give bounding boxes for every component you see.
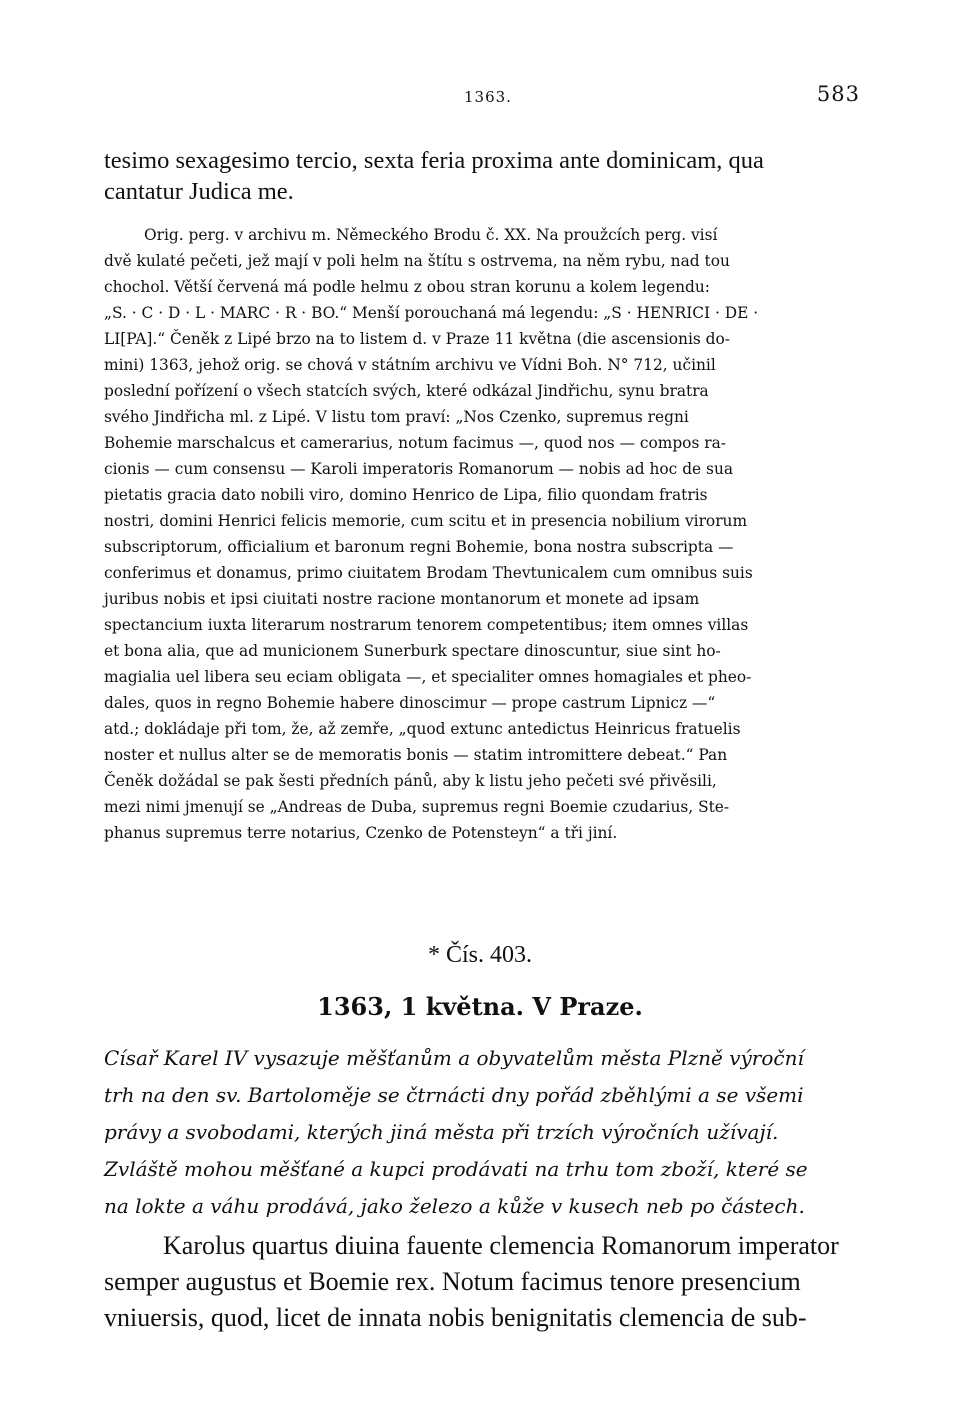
note-line: et bona alia, que ad municionem Sunerburk spectare dinoscuntur, siue sint ho- [104,642,721,660]
document-number: * Čís. 403. [427,942,532,968]
editorial-note [104,222,864,846]
note-line: nostri, domini Henrici felicis memorie, cum scitu et in presencia nobilium virorum [104,512,748,530]
document-summary [104,1040,864,1225]
note-line: cionis — cum consensu — Karoli imperatoris Romanorum — nobis ad hoc de sua [104,460,734,478]
note-line: spectancium iuxta literarum nostrarum tenorem competentibus; item omnes villas [104,616,749,634]
note-line: chochol. Větší červená má podle helmu z obou stran korunu a kolem legendu: [104,278,710,296]
page-number: 583 [816,82,860,106]
note-line: atd.; dokládaje při tom, že, až zemře, „quod extunc antedictus Heinricus fratuelis [104,720,741,738]
note-line: mini) 1363, jehož orig. se chová v státním archivu ve Vídni Boh. N° 712, učinil [104,356,716,374]
note-line: Orig. perg. v archivu m. Německého Brodu č. XX. Na proužcích perg. visí [144,226,718,244]
note-line: subscriptorum, officialium et baronum regni Bohemie, bona nostra subscripta — [104,538,734,556]
note-line: dvě kulaté pečeti, jež mají v poli helm na štítu s ostrvema, na něm rybu, nad tou [104,252,730,270]
page-header [104,82,860,112]
summary-line: na lokte a váhu prodává, jako železo a kůže v kusech neb po částech. [104,1194,805,1218]
note-line: svého Jindřicha ml. z Lipé. V listu tom praví: „Nos Czenko, supremus regni [104,408,689,426]
note-line: Bohemie marschalcus et camerarius, notum facimus —, quod nos — compos ra- [104,434,726,452]
text-line: cantatur Judica me. [104,178,294,205]
text-line: vniuersis, quod, licet de innata nobis benignitatis clemencia de sub- [104,1303,807,1332]
note-line: pietatis gracia dato nobili viro, domino Henrico de Lipa, filio quondam fratris [104,486,708,504]
document-date: 1363, 1 května. V Praze. [317,992,643,1021]
continued-text [104,145,864,207]
text-line: tesimo sexagesimo tercio, sexta feria proxima ante dominicam, qua [104,147,764,174]
note-line: poslední pořízení o všech statcích svých, které odkázal Jindřichu, synu bratra [104,382,709,400]
note-line: magialia uel libera seu eciam obligata —, et specialiter omnes homagiales et pheo- [104,668,752,686]
note-line: „S. · C · D · L · MARC · R · BO.“ Menší porouchaná má legendu: „S · HENRICI · DE · [104,304,759,322]
note-line: LI[PA].“ Čeněk z Lipé brzo na to listem d. v Praze 11 května (die ascensionis do- [104,330,730,348]
summary-line: právy a svobodami, kterých jiná města při trzích výročních užívají. [104,1120,779,1144]
note-line: noster et nullus alter se de memoratis bonis — statim intromittere debeat.“ Pan [104,746,728,764]
charter-text [104,1228,864,1336]
summary-line: Císař Karel IV vysazuje měšťanům a obyvatelům města Plzně výroční [104,1046,804,1070]
summary-line: trh na den sv. Bartoloměje se čtrnácti dny pořád zběhlými a se všemi [104,1083,804,1107]
note-line: dales, quos in regno Bohemie habere dinoscimur — prope castrum Lipnicz —“ [104,694,716,712]
note-line: Čeněk dožádal se pak šesti předních pánů, aby k listu jeho pečeti své přivěsili, [104,772,717,790]
note-line: conferimus et donamus, primo ciuitatem Brodam Thevtunicalem cum omnibus suis [104,564,753,582]
text-line: semper augustus et Boemie rex. Notum facimus tenore presencium [104,1267,801,1296]
note-line: mezi nimi jmenují se „Andreas de Duba, supremus regni Boemie czudarius, Ste- [104,798,730,816]
note-line: juribus nobis et ipsi ciuitati nostre racione montanorum et monete ad ipsam [104,590,700,608]
text-line: Karolus quartus diuina fauente clemencia Romanorum imperator [163,1231,839,1260]
note-line: phanus supremus terre notarius, Czenko de Potensteyn“ a tři jiní. [104,824,618,842]
running-head-year: 1363. [464,88,512,106]
summary-line: Zvláště mohou měšťané a kupci prodávati na trhu tom zboží, které se [104,1157,808,1181]
